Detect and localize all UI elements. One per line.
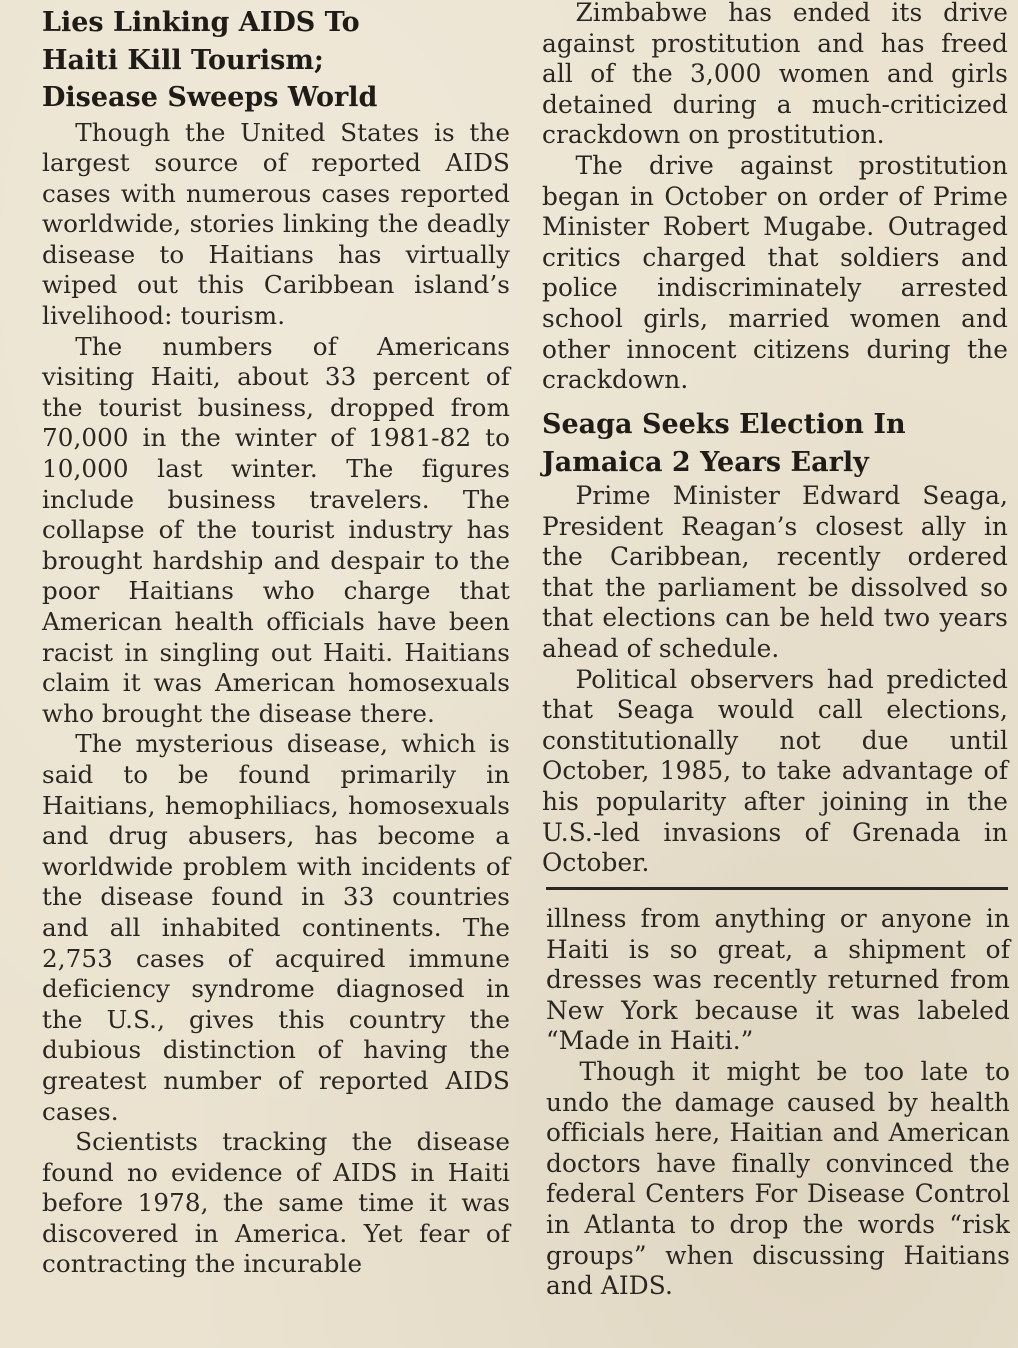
aids-paragraph-1: Though the United States is the largest source of reported AIDS cases with numerous cases reported worldwide, stories linking the deadly disease to Haitians has virtually wiped out this Caribbean island’s livelihood: tourism. xyxy=(42,117,510,331)
zimbabwe-article xyxy=(542,0,1008,396)
aids-paragraph-3: The mysterious disease, which is said to be found primarily in Haitians, hemophiliacs, homosexuals and drug abusers, has become a worldwide problem with incidents of the disease found in 33 countries and all inhabited continents. The 2,753 cases of acquired immune deficiency syndrome diagnosed in the U.S., gives this country the dubious distinction of having the greatest number of reported AIDS cases. xyxy=(42,729,510,1126)
aids-paragraph-2: The numbers of Americans visiting Haiti, about 33 percent of the tourist business, dropped from 70,000 in the winter of 1981-82 to 10,000 last winter. The figures include business travelers. The collapse of the tourist industry has brought hardship and despair to the poor Haitians who charge that American health officials have been racist in singling out Haiti. Haitians claim it was American homosexuals who brought the disease there. xyxy=(42,331,510,728)
seaga-article xyxy=(542,406,1008,879)
section-divider xyxy=(546,887,1008,890)
seaga-paragraph-2: Political observers had predicted that Seaga would call elections, constitutionally not due until October, 1985, to take advantage of his popularity after joining in the U.S.-led invasions of Grenada in October. xyxy=(542,664,1008,878)
aids-paragraph-4: Scientists tracking the disease found no evidence of AIDS in Haiti before 1978, the same time it was discovered in America. Yet fear of contracting the incurable xyxy=(42,1127,510,1279)
continuation-paragraph-1: illness from anything or anyone in Haiti is so great, a shipment of dresses was recently returned from New York because it was labeled “Made in Haiti.” xyxy=(546,904,1010,1056)
aids-continuation xyxy=(546,904,1010,1302)
zimbabwe-paragraph-1: Zimbabwe has ended its drive against prostitution and has freed all of the 3,000 women and girls detained during a much-criticized crackdown on prostitution. xyxy=(542,0,1008,150)
seaga-paragraph-1: Prime Minister Edward Seaga, President Reagan’s closest ally in the Caribbean, recently ordered that the parliament be dissolved so that elections can be held two years ahead of schedule. xyxy=(542,481,1008,663)
continuation-paragraph-2: Though it might be too late to undo the damage caused by health officials here, Haitian and American doctors have finally convinced the federal Centers For Disease Control in Atlanta to drop the words “risk groups” when discussing Haitians and AIDS. xyxy=(546,1056,1010,1301)
seaga-headline: Seaga Seeks Election In Jamaica 2 Years Early xyxy=(542,409,906,478)
zimbabwe-paragraph-2: The drive against prostitution began in October on order of Prime Minister Robert Mugabe. Outraged critics charged that soldiers and police indiscriminately arrested school girls, married women and other innocent citizens during the crackdown. xyxy=(542,150,1008,395)
aids-haiti-headline: Lies Linking AIDS To Haiti Kill Tourism; Disease Sweeps World xyxy=(42,7,378,113)
left-column xyxy=(42,4,510,1280)
